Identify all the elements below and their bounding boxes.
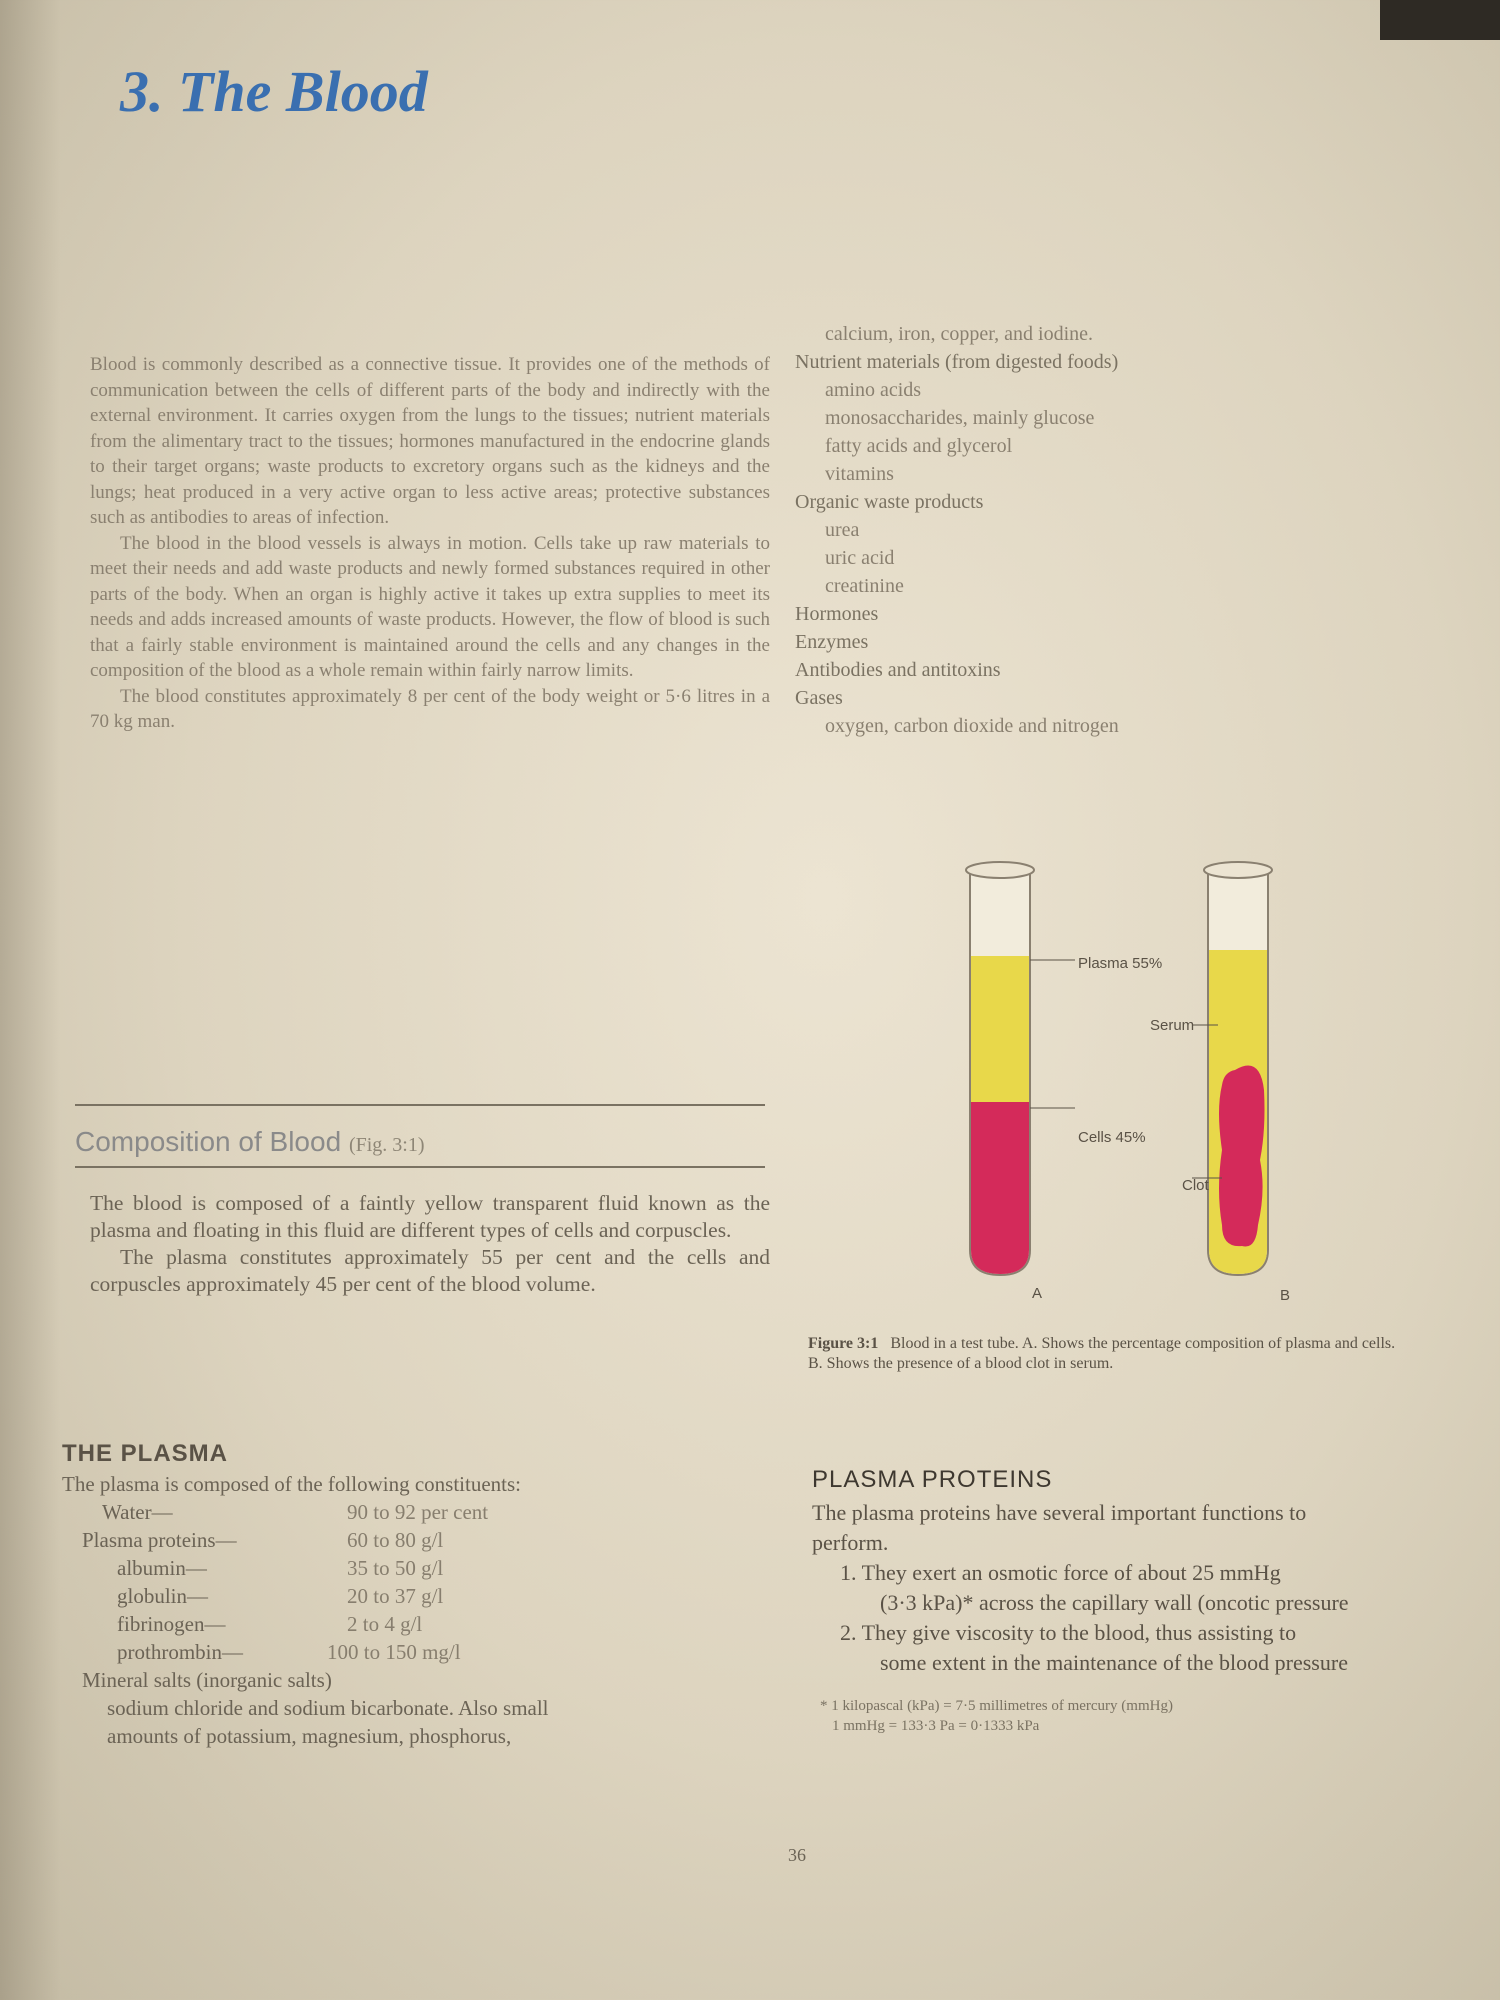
tube-b-label: B bbox=[1280, 1287, 1291, 1304]
composition-paragraph-1: The blood is composed of a faintly yellow transparent fluid known as the plasma and floating in this fluid are different types of cells and corpuscles. bbox=[90, 1191, 770, 1242]
plasma-intro-row bbox=[62, 1470, 782, 1498]
constituent-label: Plasma proteins— bbox=[82, 1528, 237, 1552]
plasma-intro: The plasma is composed of the following constituents: bbox=[62, 1472, 522, 1496]
list-heading: Gases bbox=[795, 687, 843, 709]
mineral-row bbox=[62, 1694, 782, 1722]
constituent-row bbox=[62, 1638, 782, 1666]
tube-a-rim bbox=[966, 862, 1034, 878]
constituent-row bbox=[62, 1526, 782, 1554]
list-item: urea bbox=[825, 519, 860, 541]
test-tube-figure bbox=[960, 830, 1300, 1310]
list-item: calcium, iron, copper, and iodine. bbox=[825, 323, 1093, 345]
mineral-line-1: sodium chloride and sodium bicarbonate. Also small bbox=[107, 1696, 549, 1720]
plasma-label: Plasma 55% bbox=[1078, 955, 1163, 972]
pp-item-1-line-1: 1. They exert an osmotic force of about 25 mmHg bbox=[840, 1560, 1281, 1585]
list-item: uric acid bbox=[825, 547, 895, 569]
intro-paragraph-3: The blood constitutes approximately 8 per cent of the body weight or 5·6 litres in a 70 kg man. bbox=[90, 685, 770, 732]
list-item: fatty acids and glycerol bbox=[825, 435, 1013, 457]
list-item: oxygen, carbon dioxide and nitrogen bbox=[825, 715, 1119, 737]
page-shadow-left bbox=[0, 0, 60, 2000]
composition-fig-ref: (Fig. 3:1) bbox=[348, 1134, 425, 1156]
mineral-row bbox=[62, 1722, 782, 1750]
tube-b-rim bbox=[1204, 862, 1272, 878]
tube-a-cells bbox=[971, 1102, 1029, 1274]
intro-paragraph-2: The blood in the blood vessels is always in motion. Cells take up raw materials to meet their needs and add waste products and newly formed substances required in other parts of the body. When an organ is highly active it takes up extra supplies to meet its needs and adds increased amounts of waste products. However, the flow of blood is such that a fairly stable environment is maintained around the cells and any changes in the composition of the blood as a whole remain within fairly narrow limits. bbox=[90, 532, 770, 681]
pp-item-2-line-2: some extent in the maintenance of the blood pressure bbox=[880, 1650, 1348, 1675]
page-shadow-corner bbox=[1380, 0, 1500, 40]
constituent-value: 90 to 92 per cent bbox=[347, 1500, 489, 1524]
pp-item-2-line-1: 2. They give viscosity to the blood, thus assisting to bbox=[840, 1620, 1297, 1645]
list-heading: Hormones bbox=[795, 603, 879, 625]
constituent-label: prothrombin— bbox=[117, 1640, 243, 1664]
composition-text bbox=[90, 1190, 770, 1298]
constituent-row bbox=[62, 1610, 782, 1638]
figure-caption-number: Figure 3:1 bbox=[808, 1335, 879, 1352]
constituent-value: 35 to 50 g/l bbox=[347, 1556, 444, 1580]
list-item: monosaccharides, mainly glucose bbox=[825, 407, 1095, 429]
pp-item-1-line-2: (3·3 kPa)* across the capillary wall (oncotic pressure bbox=[880, 1590, 1349, 1615]
plasma-proteins-text bbox=[812, 1498, 1500, 1678]
clot-label: Clot bbox=[1182, 1177, 1209, 1194]
constituent-label: Water— bbox=[102, 1500, 173, 1524]
serum-label: Serum bbox=[1150, 1017, 1195, 1034]
plasma-constituents bbox=[62, 1470, 782, 1750]
list-heading: Antibodies and antitoxins bbox=[795, 659, 1001, 681]
list-heading: Nutrient materials (from digested foods) bbox=[795, 351, 1119, 373]
intro-section bbox=[90, 352, 770, 735]
list-item: creatinine bbox=[825, 575, 904, 597]
constituent-value: 20 to 37 g/l bbox=[347, 1584, 444, 1608]
constituent-label: fibrinogen— bbox=[117, 1612, 226, 1636]
constituent-label: albumin— bbox=[117, 1556, 207, 1580]
section-rule-top bbox=[75, 1104, 765, 1106]
tube-a-plasma bbox=[971, 956, 1029, 1102]
constituent-row bbox=[62, 1498, 782, 1526]
figure-caption bbox=[808, 1334, 1408, 1374]
tube-a bbox=[966, 862, 1034, 1275]
cells-label: Cells 45% bbox=[1078, 1129, 1146, 1146]
constituent-row bbox=[62, 1582, 782, 1610]
tube-b-clot bbox=[1219, 1066, 1265, 1247]
mineral-heading-row bbox=[62, 1666, 782, 1694]
constituent-row bbox=[62, 1554, 782, 1582]
mineral-salts-heading: Mineral salts (inorganic salts) bbox=[82, 1668, 332, 1692]
constituent-value: 60 to 80 g/l bbox=[347, 1528, 444, 1552]
footnote bbox=[820, 1696, 1440, 1736]
pp-intro-line-2: perform. bbox=[812, 1530, 889, 1555]
tube-a-label: A bbox=[1032, 1285, 1043, 1302]
composition-heading-text: Composition of Blood bbox=[75, 1126, 342, 1157]
composition-paragraph-2: The plasma constitutes approximately 55 per cent and the cells and corpuscles approximately 45 per cent of the blood volume. bbox=[90, 1245, 770, 1296]
page-number: 36 bbox=[788, 1845, 806, 1865]
footnote-line-1: * 1 kilopascal (kPa) = 7·5 millimetres of mercury (mmHg) bbox=[820, 1698, 1173, 1714]
constituent-value: 100 to 150 mg/l bbox=[327, 1640, 461, 1664]
tube-b bbox=[1204, 862, 1272, 1275]
constituent-label: globulin— bbox=[117, 1584, 209, 1608]
list-item: vitamins bbox=[825, 463, 894, 485]
constituents-list-continued bbox=[795, 320, 1295, 740]
plasma-heading: THE PLASMA bbox=[62, 1440, 228, 1467]
constituent-value: 2 to 4 g/l bbox=[347, 1612, 423, 1636]
pp-intro-line-1: The plasma proteins have several important functions to bbox=[812, 1500, 1307, 1525]
mineral-line-2: amounts of potassium, magnesium, phosphorus, bbox=[107, 1724, 512, 1748]
chapter-title: 3. The Blood bbox=[120, 59, 428, 124]
plasma-proteins-heading: PLASMA PROTEINS bbox=[812, 1466, 1053, 1493]
footnote-line-2: 1 mmHg = 133·3 Pa = 0·1333 kPa bbox=[832, 1718, 1040, 1734]
intro-paragraph-1: Blood is commonly described as a connective tissue. It provides one of the methods of communication between the cells of different parts of the body and indirectly with the external environment. It carries oxygen from the lungs to the tissues; nutrient materials from the alimentary tract to the tissues; hormones manufactured in the endocrine glands to their target organs; waste products to excretory organs such as the kidneys and the lungs; heat produced in a very active organ to less active areas; protective substances such as antibodies to areas of infection. bbox=[90, 354, 770, 528]
list-heading: Organic waste products bbox=[795, 491, 984, 513]
composition-heading bbox=[75, 1126, 425, 1158]
list-heading: Enzymes bbox=[795, 631, 869, 653]
list-item: amino acids bbox=[825, 379, 922, 401]
figure-caption-text: Blood in a test tube. A. Shows the percentage composition of plasma and cells. B. Shows the presence of a blood clot in serum. bbox=[808, 1335, 1396, 1372]
section-rule-bottom bbox=[75, 1166, 765, 1168]
